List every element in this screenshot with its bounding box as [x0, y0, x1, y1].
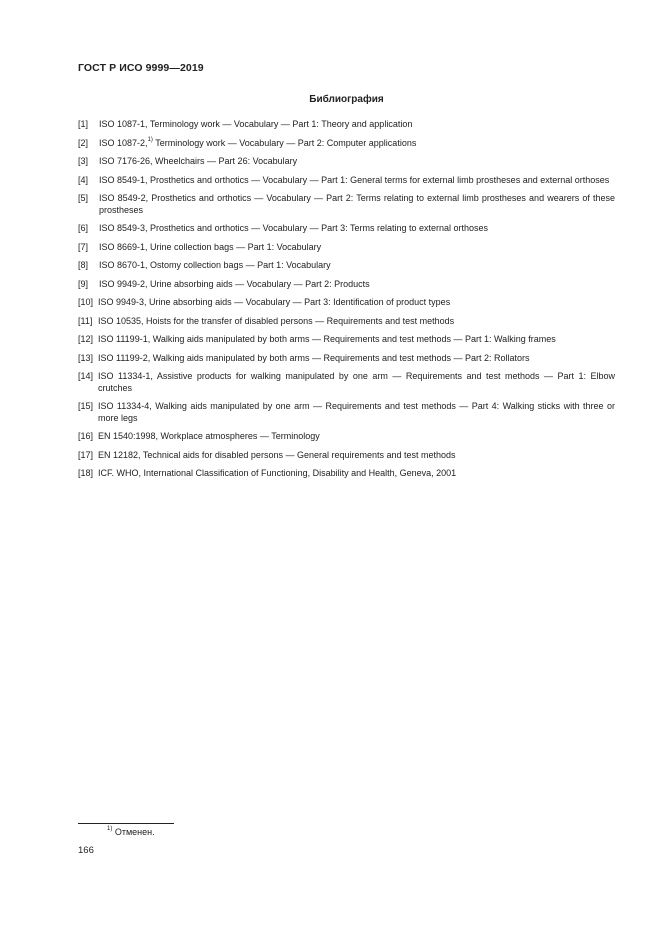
- reference-number: [10]: [78, 297, 94, 307]
- reference-text: [99, 138, 615, 150]
- document-header: ГОСТ Р ИСО 9999—2019: [78, 62, 204, 74]
- list-item: [78, 279, 615, 291]
- reference-text-end: Terminology work — Vocabulary — Part 2: Computer applications: [152, 137, 417, 148]
- list-item: [78, 119, 615, 131]
- reference-number: [4]: [78, 174, 89, 185]
- reference-text: EN 12182, Technical aids for disabled persons — General requirements and test methods: [98, 449, 456, 460]
- reference-text: EN 1540:1998, Workplace atmospheres — Terminology: [98, 431, 320, 441]
- reference-number: [1]: [78, 119, 89, 129]
- reference-text: ISO 1087-1, Terminology work — Vocabulary — Part 1: Theory and application: [99, 119, 413, 129]
- reference-text: ICF. WHO, International Classification of Functioning, Disability and Health, Geneva, 2001: [98, 468, 457, 478]
- footnote-mark: 1): [107, 826, 113, 832]
- reference-text: ISO 9949-2, Urine absorbing aids — Vocabulary — Part 2: Products: [99, 278, 370, 289]
- reference-number: [11]: [78, 315, 93, 326]
- footnote-divider: [78, 823, 174, 824]
- list-item: [78, 371, 615, 394]
- list-item: [78, 193, 615, 216]
- list-item: [78, 401, 615, 424]
- reference-text: ISO 10535, Hoists for the transfer of disabled persons — Requirements and test methods: [98, 315, 455, 326]
- list-item: [78, 260, 615, 272]
- footnote-text: Отменен.: [112, 827, 155, 837]
- reference-number: [9]: [78, 278, 89, 289]
- bibliography-list: [78, 119, 615, 487]
- page-number: 166: [78, 845, 94, 856]
- list-item: [78, 450, 615, 462]
- reference-text: ISO 11334-1, Assistive products for walking manipulated by one arm — Requirements and test methods — Part 1: Elbow crutches: [98, 371, 615, 393]
- reference-number: [2]: [78, 137, 89, 148]
- reference-number: [18]: [78, 468, 94, 478]
- reference-number: [8]: [78, 260, 89, 270]
- reference-number: [17]: [78, 449, 94, 460]
- reference-number: [3]: [78, 156, 89, 166]
- reference-text: ISO 8549-2, Prosthetics and orthotics — Vocabulary — Part 2: Terms relating to external limb prostheses and wearers of these prostheses: [99, 193, 615, 215]
- list-item: [78, 353, 615, 365]
- reference-text: ISO 8669-1, Urine collection bags — Part 1: Vocabulary: [99, 241, 322, 252]
- list-item: [78, 431, 615, 443]
- reference-text: ISO 8670-1, Ostomy collection bags — Part 1: Vocabulary: [99, 260, 331, 270]
- reference-text: ISO 7176-26, Wheelchairs — Part 26: Vocabulary: [99, 156, 298, 166]
- footnote: [107, 827, 155, 837]
- list-item: [78, 156, 615, 168]
- reference-number: [14]: [78, 371, 94, 381]
- reference-number: [5]: [78, 193, 89, 203]
- reference-text: ISO 11199-2, Walking aids manipulated by both arms — Requirements and test methods — Part 2: Rollators: [98, 352, 530, 363]
- reference-number: [6]: [78, 223, 89, 233]
- list-item: [78, 316, 615, 328]
- list-item: [78, 138, 615, 150]
- reference-number: [15]: [78, 401, 94, 411]
- reference-text: ISO 11334-4, Walking aids manipulated by one arm — Requirements and test methods — Part 4: Walking sticks with three or more legs: [98, 401, 615, 423]
- reference-text: ISO 9949-3, Urine absorbing aids — Vocabulary — Part 3: Identification of product types: [98, 297, 451, 307]
- reference-number: [12]: [78, 334, 94, 344]
- reference-number: [7]: [78, 241, 89, 252]
- list-item: [78, 175, 615, 187]
- section-title: Библиография: [309, 94, 384, 105]
- list-item: [78, 223, 615, 235]
- list-item: [78, 297, 615, 309]
- reference-text: ISO 8549-3, Prosthetics and orthotics — Vocabulary — Part 3: Terms relating to external orthoses: [99, 223, 489, 233]
- reference-text-start: ISO 1087-2,: [99, 137, 148, 148]
- list-item: [78, 242, 615, 254]
- reference-text: ISO 11199-1, Walking aids manipulated by both arms — Requirements and test methods — Part 1: Walking frames: [98, 334, 556, 344]
- footnote-marker: 1): [147, 136, 153, 143]
- reference-number: [16]: [78, 431, 94, 441]
- reference-number: [13]: [78, 352, 94, 363]
- list-item: [78, 334, 615, 346]
- list-item: [78, 468, 615, 480]
- reference-text: ISO 8549-1, Prosthetics and orthotics — Vocabulary — Part 1: General terms for external limb prostheses and external orthoses: [99, 174, 610, 185]
